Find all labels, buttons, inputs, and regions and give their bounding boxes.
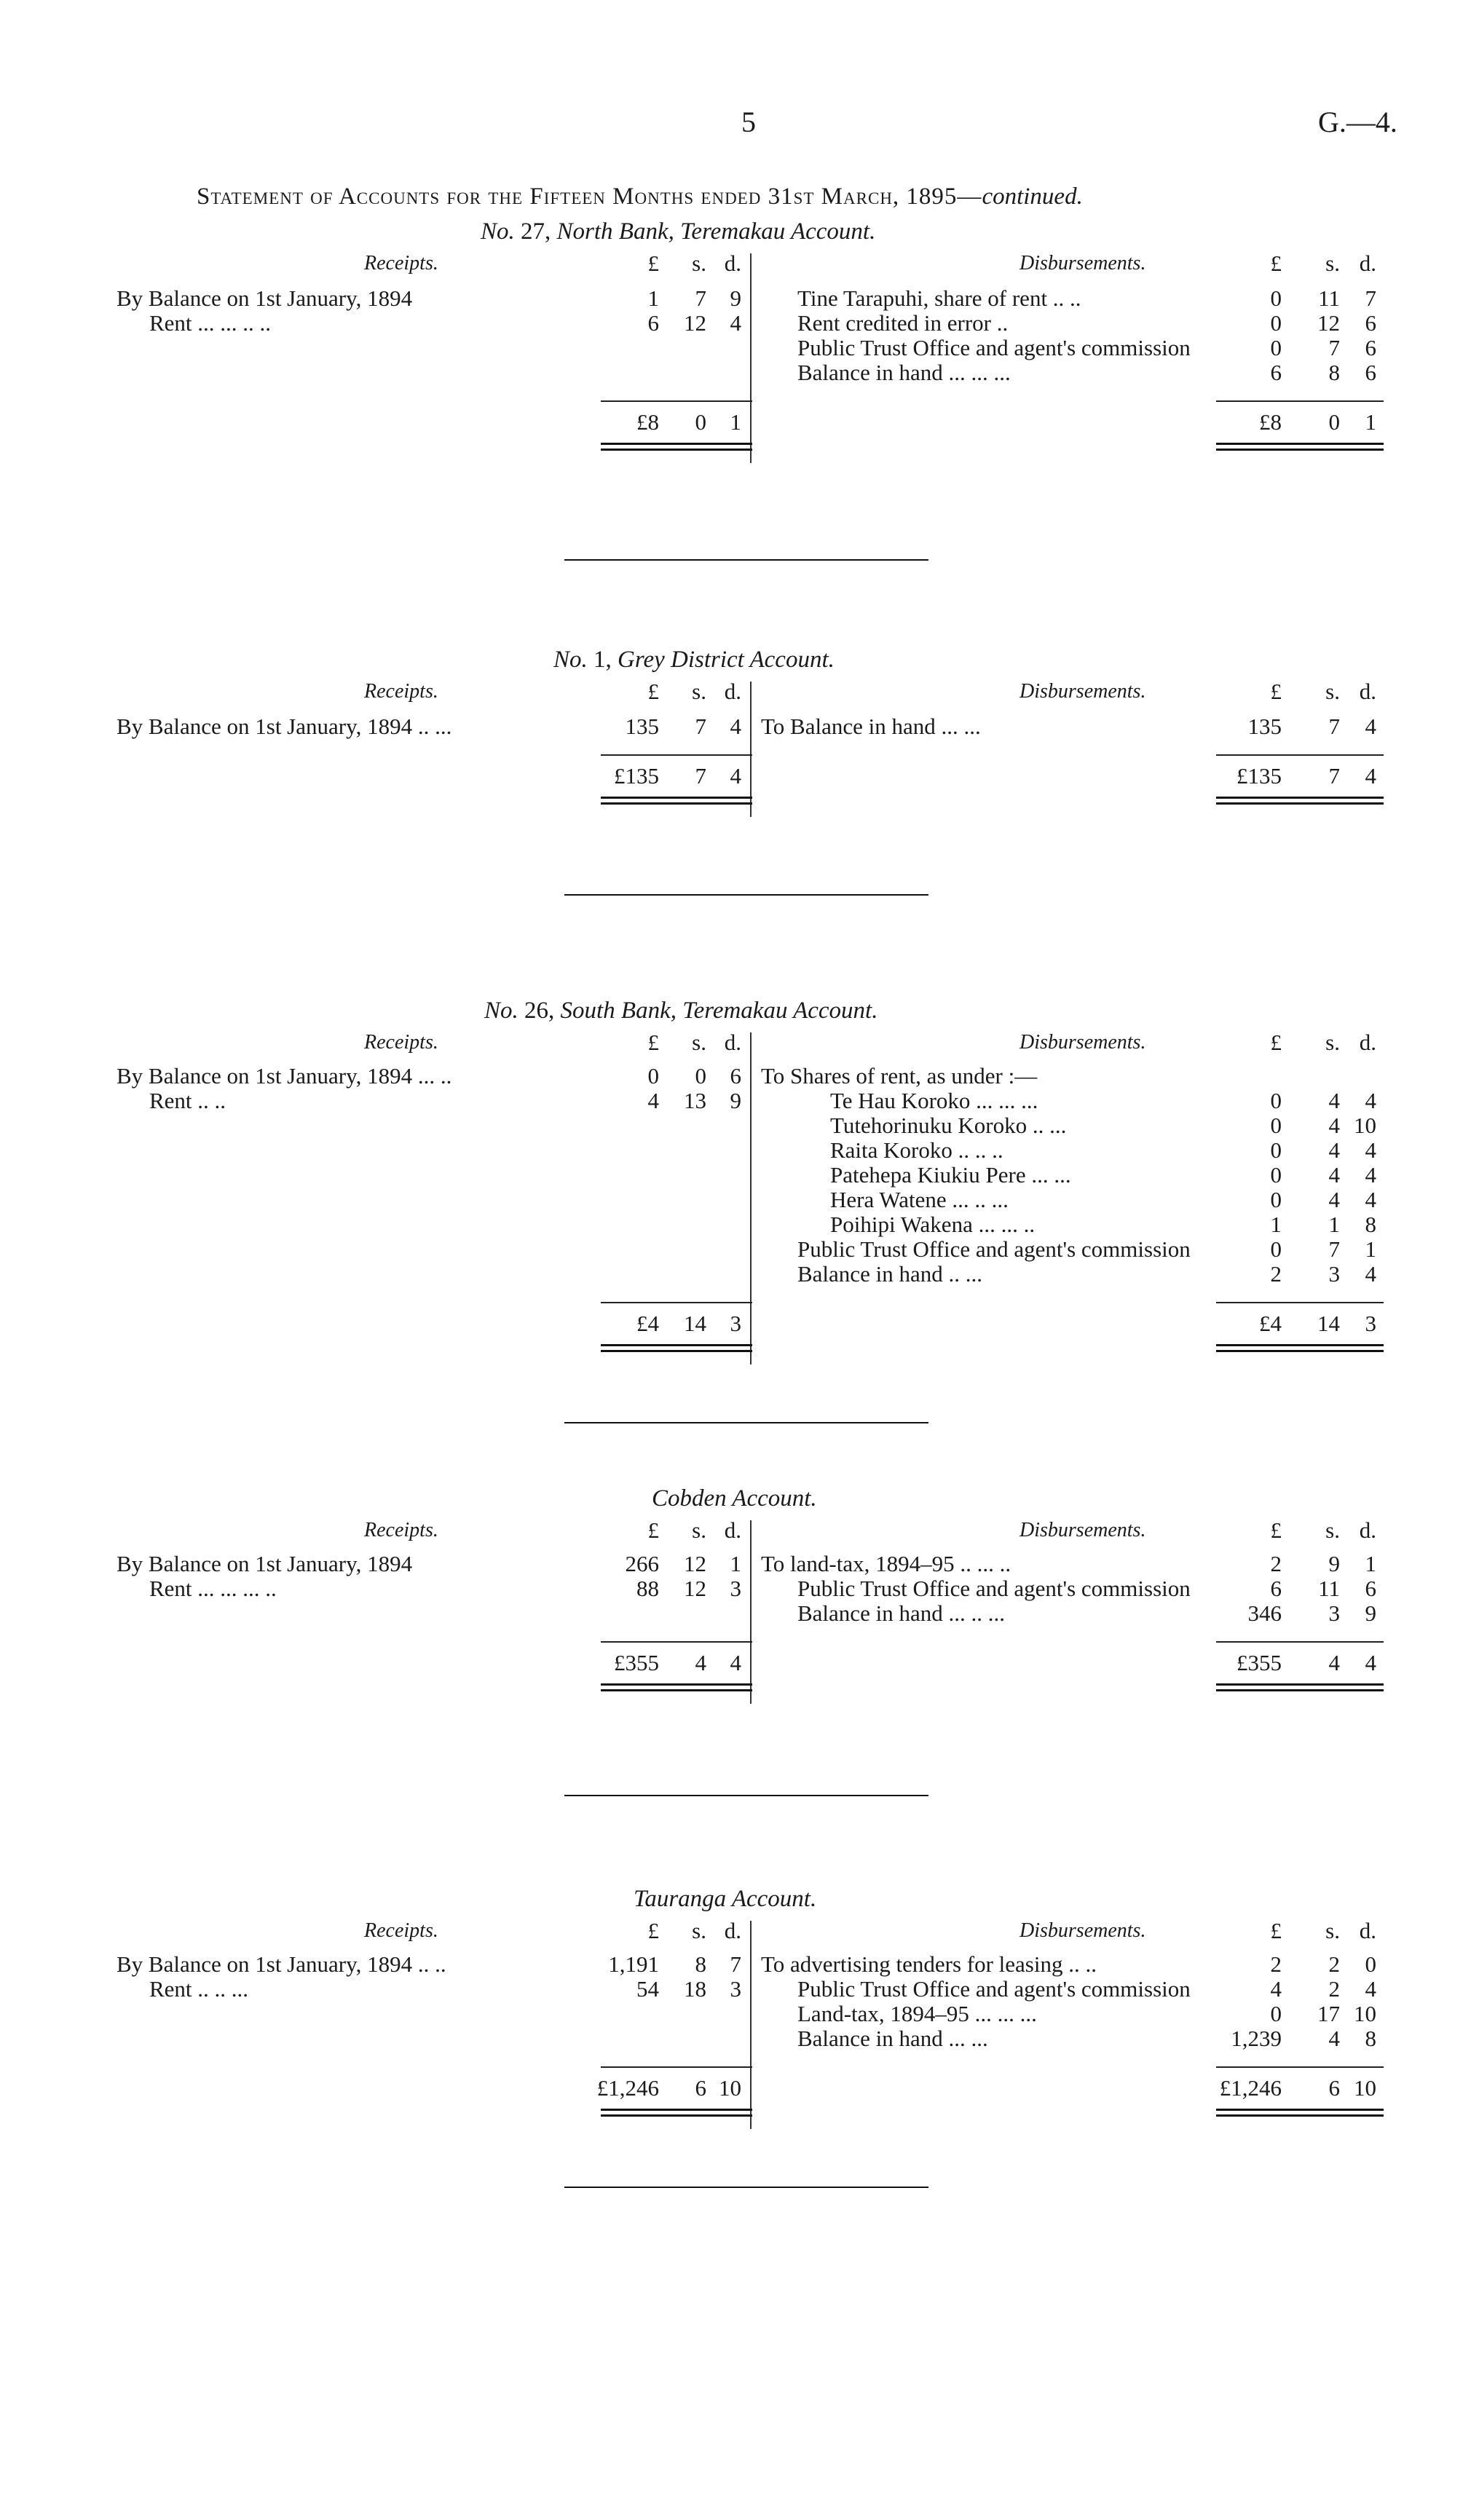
statement-heading-continued: continued. <box>982 183 1083 210</box>
disbursement-shillings: 12 <box>1317 310 1340 336</box>
statement-heading-text: Statement of Accounts for the Fifteen Months ended 31st March, 1895— <box>197 183 982 210</box>
account-title-number: 27, <box>521 218 557 245</box>
receipt-pence: 4 <box>730 714 741 739</box>
receipt-label: By Balance on 1st January, 1894 <box>117 285 413 311</box>
disbursement-shillings: 4 <box>1328 1113 1340 1138</box>
disbursements-total-double-rule <box>1216 797 1384 799</box>
disbursements-sum-rule <box>1216 754 1384 756</box>
disbursement-label: Balance in hand .. ... <box>797 1261 982 1287</box>
disbursement-pounds: 6 <box>1270 360 1282 385</box>
disbursements-total-double-rule <box>1216 2109 1384 2111</box>
disbursement-label: To Shares of rent, as under :— <box>761 1063 1038 1089</box>
receipts-total-double-rule <box>601 2114 752 2117</box>
account-title-number: 26, <box>524 998 561 1024</box>
disbursement-label: Raita Koroko .. .. .. <box>830 1137 1003 1163</box>
disbursements-total-shillings: 0 <box>1328 409 1340 435</box>
currency-header-pound: £ <box>1270 1918 1282 1943</box>
disbursement-pounds: 0 <box>1270 2001 1282 2026</box>
currency-header-pence: d. <box>1359 679 1376 704</box>
disbursement-pounds: 0 <box>1270 310 1282 336</box>
disbursements-total-pence: 3 <box>1365 1311 1376 1336</box>
disbursement-label: Public Trust Office and agent's commission <box>797 1236 1191 1262</box>
disbursement-pounds: 0 <box>1270 1088 1282 1113</box>
disbursement-label: Public Trust Office and agent's commission <box>797 1976 1191 2002</box>
receipts-total-double-rule <box>601 443 752 445</box>
receipts-total-pence: 4 <box>730 763 741 789</box>
disbursement-pence: 6 <box>1365 310 1376 336</box>
disbursement-shillings: 11 <box>1318 285 1340 311</box>
receipt-pence: 9 <box>730 285 741 311</box>
disbursement-shillings: 11 <box>1318 1576 1340 1601</box>
receipt-pounds: 54 <box>636 1976 659 2002</box>
receipt-pounds: 6 <box>647 310 659 336</box>
disbursement-label: Balance in hand ... ... <box>797 2026 988 2051</box>
disbursement-pence: 4 <box>1365 1261 1376 1287</box>
receipts-total-shillings: 4 <box>695 1650 706 1675</box>
disbursement-label: Tutehorinuku Koroko .. ... <box>830 1113 1067 1138</box>
receipt-shillings: 12 <box>684 1576 706 1601</box>
disbursement-pence: 6 <box>1365 335 1376 360</box>
disbursement-label: To advertising tenders for leasing .. .. <box>761 1951 1097 1977</box>
page-number: 5 <box>741 106 756 138</box>
currency-header-pound: £ <box>1270 1517 1282 1543</box>
receipts-total-pence: 10 <box>719 2075 741 2101</box>
receipts-total-double-rule <box>601 802 752 805</box>
section-separator <box>564 894 928 896</box>
disbursements-header: Disbursements. <box>1019 1031 1146 1054</box>
disbursement-label: To land-tax, 1894–95 .. ... .. <box>761 1551 1011 1576</box>
receipt-pence: 4 <box>730 310 741 336</box>
receipt-label: By Balance on 1st January, 1894 .. ... <box>117 714 452 739</box>
receipt-shillings: 18 <box>684 1976 706 2002</box>
receipt-pence: 6 <box>730 1063 741 1089</box>
currency-header-shilling: s. <box>1325 250 1340 276</box>
currency-header-pence: d. <box>724 1918 741 1943</box>
disbursement-pence: 1 <box>1365 1236 1376 1262</box>
account-title-name: Tauranga Account. <box>634 1886 817 1912</box>
account-title <box>652 1485 817 1512</box>
receipts-total-double-rule <box>601 1683 752 1686</box>
currency-header-pound: £ <box>647 1030 659 1055</box>
disbursements-total-double-rule <box>1216 443 1384 445</box>
disbursements-total-shillings: 4 <box>1328 1650 1340 1675</box>
disbursement-shillings: 4 <box>1328 1137 1340 1163</box>
receipt-pence: 7 <box>730 1951 741 1977</box>
disbursement-shillings: 9 <box>1328 1551 1340 1576</box>
disbursement-label: Hera Watene ... .. ... <box>830 1187 1009 1212</box>
currency-header-pence: d. <box>1359 1918 1376 1943</box>
disbursements-header: Disbursements. <box>1019 1919 1146 1942</box>
disbursement-pence: 10 <box>1354 1113 1376 1138</box>
receipts-sum-rule <box>601 754 752 756</box>
receipts-total-pounds: £355 <box>614 1650 659 1675</box>
receipts-header: Receipts. <box>364 1031 438 1054</box>
account-title-no: No. <box>481 218 521 245</box>
disbursement-shillings: 3 <box>1328 1261 1340 1287</box>
receipt-shillings: 12 <box>684 1551 706 1576</box>
disbursements-total-shillings: 14 <box>1317 1311 1340 1336</box>
disbursements-total-double-rule <box>1216 1689 1384 1691</box>
receipt-shillings: 8 <box>695 1951 706 1977</box>
receipt-pounds: 1 <box>647 285 659 311</box>
currency-header-shilling: s. <box>692 1517 706 1543</box>
account-title-name: Grey District Account. <box>618 647 835 673</box>
currency-header-shilling: s. <box>692 250 706 276</box>
receipts-total-double-rule <box>601 1350 752 1352</box>
document-reference: G.—4. <box>1318 106 1397 138</box>
disbursement-pence: 6 <box>1365 360 1376 385</box>
currency-header-pence: d. <box>724 1517 741 1543</box>
receipts-header: Receipts. <box>364 680 438 703</box>
receipts-header: Receipts. <box>364 252 438 274</box>
disbursement-shillings: 3 <box>1328 1600 1340 1626</box>
receipt-label: Rent .. .. <box>149 1088 226 1113</box>
section-separator <box>564 1795 928 1796</box>
currency-header-pound: £ <box>647 679 659 704</box>
disbursement-pence: 10 <box>1354 2001 1376 2026</box>
section-separator <box>564 559 928 561</box>
disbursement-shillings: 1 <box>1328 1212 1340 1237</box>
disbursement-pounds: 0 <box>1270 1113 1282 1138</box>
disbursement-pence: 4 <box>1365 1976 1376 2002</box>
receipt-pounds: 135 <box>625 714 659 739</box>
disbursement-pounds: 0 <box>1270 1187 1282 1212</box>
disbursement-pence: 0 <box>1365 1951 1376 1977</box>
receipts-total-pence: 1 <box>730 409 741 435</box>
disbursement-pounds: 1,239 <box>1231 2026 1282 2051</box>
receipts-header: Receipts. <box>364 1919 438 1942</box>
receipts-total-double-rule <box>601 449 752 451</box>
receipts-total-pounds: £4 <box>636 1311 659 1336</box>
disbursements-total-double-rule <box>1216 802 1384 805</box>
disbursement-pence: 4 <box>1365 1187 1376 1212</box>
disbursement-pence: 6 <box>1365 1576 1376 1601</box>
receipt-label: By Balance on 1st January, 1894 ... .. <box>117 1063 452 1089</box>
disbursement-pence: 8 <box>1365 2026 1376 2051</box>
receipt-label: By Balance on 1st January, 1894 .. .. <box>117 1951 446 1977</box>
disbursement-label: Public Trust Office and agent's commission <box>797 335 1191 360</box>
column-divider <box>750 1921 752 2129</box>
receipt-label: Rent ... ... .. .. <box>149 310 272 336</box>
disbursements-total-double-rule <box>1216 449 1384 451</box>
account-title-name: North Bank, Teremakau Account. <box>556 218 876 245</box>
receipts-total-pounds: £8 <box>636 409 659 435</box>
currency-header-pound: £ <box>647 1918 659 1943</box>
receipts-total-pounds: £135 <box>614 763 659 789</box>
disbursement-label: Te Hau Koroko ... ... ... <box>830 1088 1038 1113</box>
disbursements-total-shillings: 7 <box>1328 763 1340 789</box>
currency-header-shilling: s. <box>692 679 706 704</box>
currency-header-pence: d. <box>724 1030 741 1055</box>
disbursements-sum-rule <box>1216 400 1384 402</box>
receipt-pounds: 0 <box>647 1063 659 1089</box>
disbursement-pence: 7 <box>1365 285 1376 311</box>
disbursement-pounds: 2 <box>1270 1951 1282 1977</box>
disbursements-total-double-rule <box>1216 2114 1384 2117</box>
disbursement-shillings: 7 <box>1328 714 1340 739</box>
receipt-pounds: 1,191 <box>608 1951 659 1977</box>
receipt-pence: 3 <box>730 1576 741 1601</box>
receipt-shillings: 13 <box>684 1088 706 1113</box>
account-title <box>481 218 875 245</box>
disbursement-pounds: 135 <box>1247 714 1282 739</box>
column-divider <box>750 1032 752 1364</box>
disbursements-total-double-rule <box>1216 1683 1384 1686</box>
receipts-sum-rule <box>601 1641 752 1643</box>
account-title-name: Cobden Account. <box>652 1485 817 1512</box>
disbursement-label: Balance in hand ... .. ... <box>797 1600 1005 1626</box>
disbursement-pounds: 0 <box>1270 1236 1282 1262</box>
currency-header-shilling: s. <box>1325 1517 1340 1543</box>
disbursement-pence: 9 <box>1365 1600 1376 1626</box>
disbursements-total-double-rule <box>1216 1350 1384 1352</box>
receipts-total-shillings: 0 <box>695 409 706 435</box>
receipt-pounds: 88 <box>636 1576 659 1601</box>
disbursement-pounds: 2 <box>1270 1261 1282 1287</box>
disbursement-shillings: 7 <box>1328 1236 1340 1262</box>
disbursements-sum-rule <box>1216 1641 1384 1643</box>
disbursement-pounds: 4 <box>1270 1976 1282 2002</box>
receipt-shillings: 7 <box>695 285 706 311</box>
disbursement-pounds: 0 <box>1270 1162 1282 1188</box>
disbursements-total-pounds: £4 <box>1259 1311 1282 1336</box>
receipt-pence: 1 <box>730 1551 741 1576</box>
account-title-number: 1, <box>593 647 618 673</box>
disbursement-shillings: 4 <box>1328 1162 1340 1188</box>
receipts-header: Receipts. <box>364 1519 438 1541</box>
section-separator <box>564 1422 928 1423</box>
statement-heading <box>197 183 1083 210</box>
receipts-total-pence: 4 <box>730 1650 741 1675</box>
disbursement-pence: 4 <box>1365 714 1376 739</box>
account-title <box>634 1886 816 1912</box>
receipts-total-pounds: £1,246 <box>596 2075 659 2101</box>
currency-header-pound: £ <box>647 1517 659 1543</box>
disbursement-shillings: 2 <box>1328 1951 1340 1977</box>
disbursement-label: Balance in hand ... ... ... <box>797 360 1011 385</box>
disbursement-shillings: 4 <box>1328 1088 1340 1113</box>
receipts-total-shillings: 6 <box>695 2075 706 2101</box>
disbursement-pence: 4 <box>1365 1162 1376 1188</box>
receipt-shillings: 7 <box>695 714 706 739</box>
disbursement-pence: 1 <box>1365 1551 1376 1576</box>
currency-header-pence: d. <box>1359 1517 1376 1543</box>
currency-header-shilling: s. <box>692 1918 706 1943</box>
receipt-pence: 9 <box>730 1088 741 1113</box>
disbursements-total-double-rule <box>1216 1344 1384 1346</box>
disbursement-shillings: 7 <box>1328 335 1340 360</box>
currency-header-pence: d. <box>724 679 741 704</box>
disbursement-shillings: 4 <box>1328 2026 1340 2051</box>
currency-header-pound: £ <box>1270 1030 1282 1055</box>
currency-header-shilling: s. <box>1325 1030 1340 1055</box>
receipt-shillings: 0 <box>695 1063 706 1089</box>
disbursement-pounds: 0 <box>1270 1137 1282 1163</box>
disbursement-shillings: 4 <box>1328 1187 1340 1212</box>
disbursements-total-pence: 1 <box>1365 409 1376 435</box>
disbursement-label: To Balance in hand ... ... <box>761 714 981 739</box>
disbursement-shillings: 8 <box>1328 360 1340 385</box>
currency-header-pence: d. <box>1359 250 1376 276</box>
disbursement-pounds: 1 <box>1270 1212 1282 1237</box>
receipt-shillings: 12 <box>684 310 706 336</box>
currency-header-pound: £ <box>647 250 659 276</box>
receipt-pounds: 266 <box>625 1551 659 1576</box>
account-title-no: No. <box>553 647 594 673</box>
disbursements-total-pounds: £135 <box>1237 763 1282 789</box>
account-title-no: No. <box>484 998 525 1024</box>
account-title-name: South Bank, Teremakau Account. <box>560 998 878 1024</box>
currency-header-pound: £ <box>1270 679 1282 704</box>
account-title <box>553 647 835 673</box>
receipts-sum-rule <box>601 1302 752 1303</box>
currency-header-shilling: s. <box>1325 679 1340 704</box>
column-divider <box>750 1520 752 1704</box>
receipts-sum-rule <box>601 2066 752 2068</box>
currency-header-pence: d. <box>1359 1030 1376 1055</box>
receipts-total-shillings: 14 <box>684 1311 706 1336</box>
disbursements-header: Disbursements. <box>1019 680 1146 703</box>
disbursements-total-pounds: £8 <box>1259 409 1282 435</box>
receipts-sum-rule <box>601 400 752 402</box>
receipt-label: By Balance on 1st January, 1894 <box>117 1551 413 1576</box>
disbursements-total-pounds: £355 <box>1237 1650 1282 1675</box>
currency-header-shilling: s. <box>1325 1918 1340 1943</box>
receipt-pounds: 4 <box>647 1088 659 1113</box>
account-title <box>484 998 877 1024</box>
receipts-total-double-rule <box>601 1344 752 1346</box>
disbursement-shillings: 2 <box>1328 1976 1340 2002</box>
receipts-total-shillings: 7 <box>695 763 706 789</box>
disbursement-pence: 4 <box>1365 1088 1376 1113</box>
receipts-total-double-rule <box>601 1689 752 1691</box>
currency-header-shilling: s. <box>692 1030 706 1055</box>
disbursements-total-pence: 4 <box>1365 763 1376 789</box>
disbursement-shillings: 17 <box>1317 2001 1340 2026</box>
disbursements-total-pence: 4 <box>1365 1650 1376 1675</box>
disbursement-label: Patehepa Kiukiu Pere ... ... <box>830 1162 1071 1188</box>
disbursements-header: Disbursements. <box>1019 252 1146 274</box>
disbursement-pence: 8 <box>1365 1212 1376 1237</box>
column-divider <box>750 253 752 463</box>
receipts-total-pence: 3 <box>730 1311 741 1336</box>
disbursement-pounds: 2 <box>1270 1551 1282 1576</box>
disbursement-pounds: 6 <box>1270 1576 1282 1601</box>
disbursement-label: Public Trust Office and agent's commission <box>797 1576 1191 1601</box>
receipts-total-double-rule <box>601 797 752 799</box>
disbursements-total-shillings: 6 <box>1328 2075 1340 2101</box>
disbursement-pounds: 346 <box>1247 1600 1282 1626</box>
receipts-total-double-rule <box>601 2109 752 2111</box>
disbursements-total-pence: 10 <box>1354 2075 1376 2101</box>
receipt-label: Rent .. .. ... <box>149 1976 249 2002</box>
disbursement-label: Tine Tarapuhi, share of rent .. .. <box>797 285 1081 311</box>
disbursements-total-pounds: £1,246 <box>1219 2075 1282 2101</box>
receipt-pence: 3 <box>730 1976 741 2002</box>
receipt-label: Rent ... ... ... .. <box>149 1576 277 1601</box>
disbursement-label: Rent credited in error .. <box>797 310 1009 336</box>
currency-header-pound: £ <box>1270 250 1282 276</box>
disbursement-label: Poihipi Wakena ... ... .. <box>830 1212 1036 1237</box>
currency-header-pence: d. <box>724 250 741 276</box>
disbursements-header: Disbursements. <box>1019 1519 1146 1541</box>
section-separator <box>564 2187 928 2188</box>
disbursements-sum-rule <box>1216 2066 1384 2068</box>
disbursement-label: Land-tax, 1894–95 ... ... ... <box>797 2001 1037 2026</box>
disbursement-pence: 4 <box>1365 1137 1376 1163</box>
disbursements-sum-rule <box>1216 1302 1384 1303</box>
disbursement-pounds: 0 <box>1270 285 1282 311</box>
disbursement-pounds: 0 <box>1270 335 1282 360</box>
